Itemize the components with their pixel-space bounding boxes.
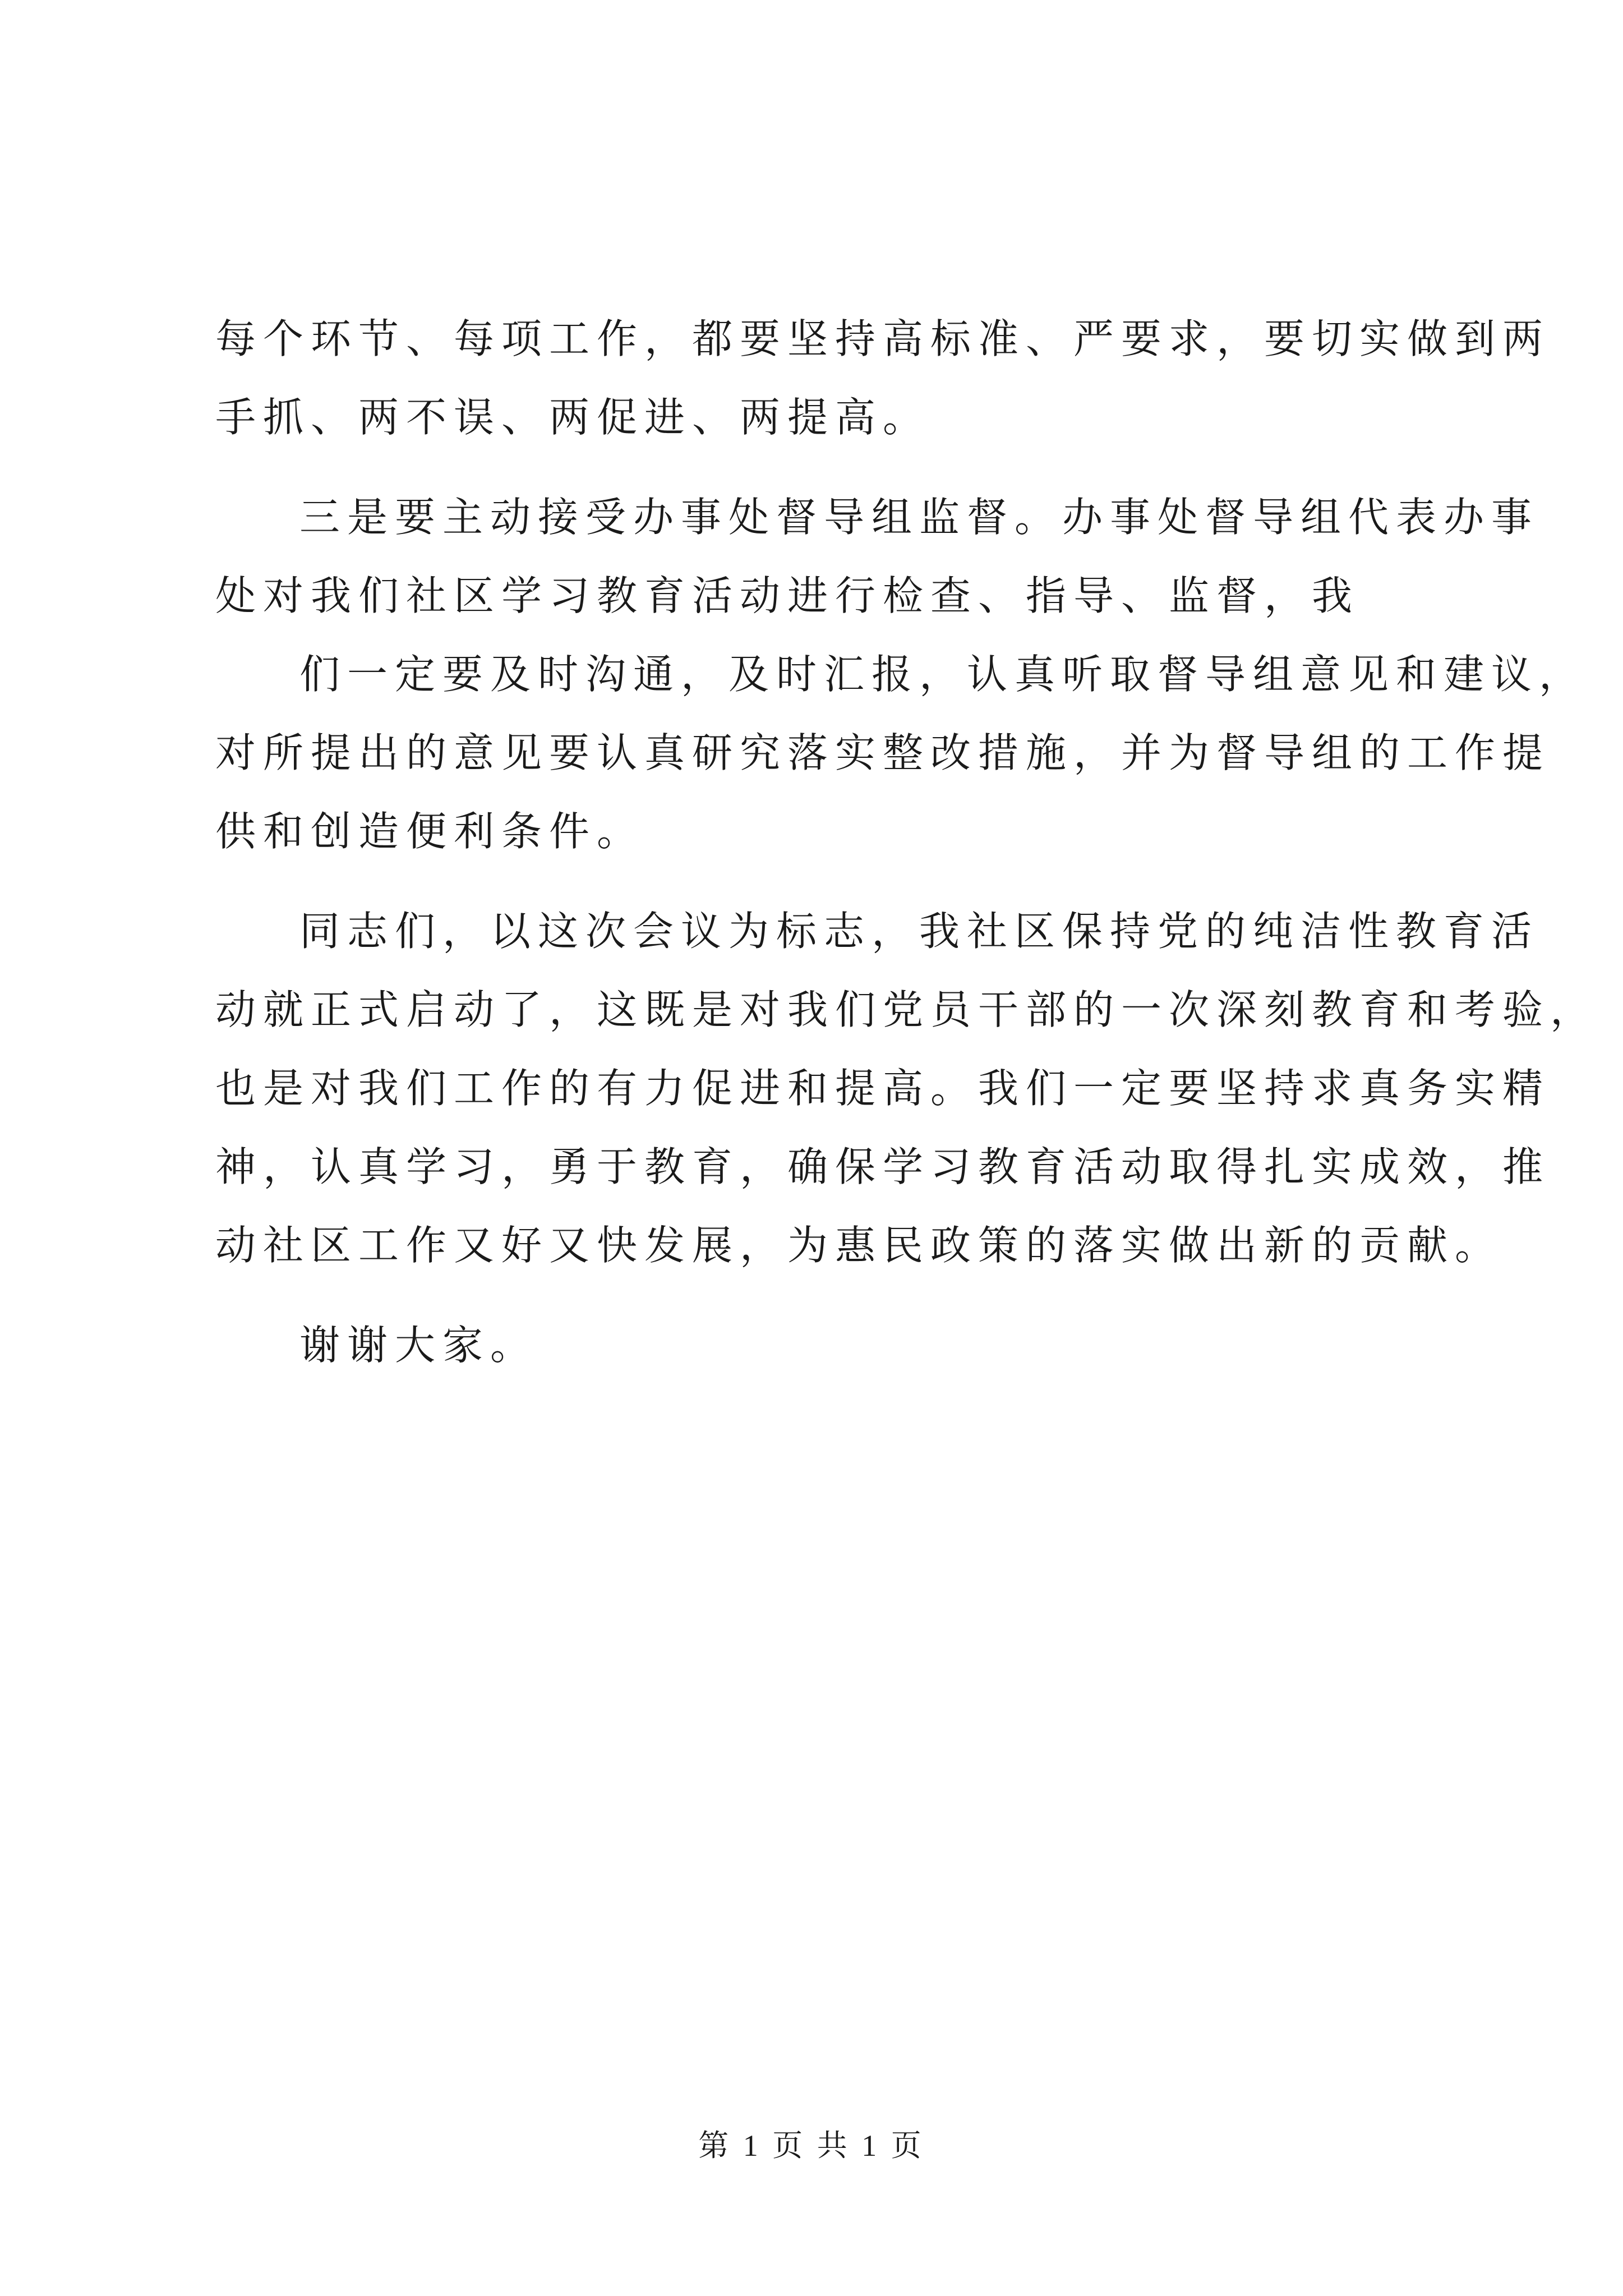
paragraph-line: 同志们，以这次会议为标志，我社区保持党的纯洁性教育活 bbox=[299, 908, 1539, 955]
paragraph-line: 供和创造便利条件。 bbox=[215, 808, 645, 855]
paragraph-line: 每个环节、每项工作，都要坚持高标准、严要求，要切实做到两 bbox=[215, 315, 1551, 362]
paragraph-line: 谢谢大家。 bbox=[299, 1322, 538, 1369]
paragraph-line: 们一定要及时沟通，及时汇报，认真听取督导组意见和建议， bbox=[299, 651, 1587, 698]
paragraph-line: 手抓、两不误、两促进、两提高。 bbox=[215, 394, 931, 441]
paragraph-line: 对所提出的意见要认真研究落实整改措施，并为督导组的工作提 bbox=[215, 729, 1551, 776]
paragraph-line: 动就正式启动了，这既是对我们党员干部的一次深刻教育和考验， bbox=[215, 986, 1598, 1033]
paragraph-line: 三是要主动接受办事处督导组监督。办事处督导组代表办事 bbox=[299, 494, 1539, 541]
page-number-footer: 第 1 页 共 1 页 bbox=[698, 2129, 925, 2162]
paragraph-line: 动社区工作又好又快发展，为惠民政策的落实做出新的贡献。 bbox=[215, 1222, 1503, 1269]
paragraph-line: 也是对我们工作的有力促进和提高。我们一定要坚持求真务实精 bbox=[215, 1065, 1551, 1112]
paragraph-line: 处对我们社区学习教育活动进行检查、指导、监督，我 bbox=[215, 572, 1360, 619]
paragraph-line: 神，认真学习，勇于教育，确保学习教育活动取得扎实成效，推 bbox=[215, 1143, 1551, 1190]
